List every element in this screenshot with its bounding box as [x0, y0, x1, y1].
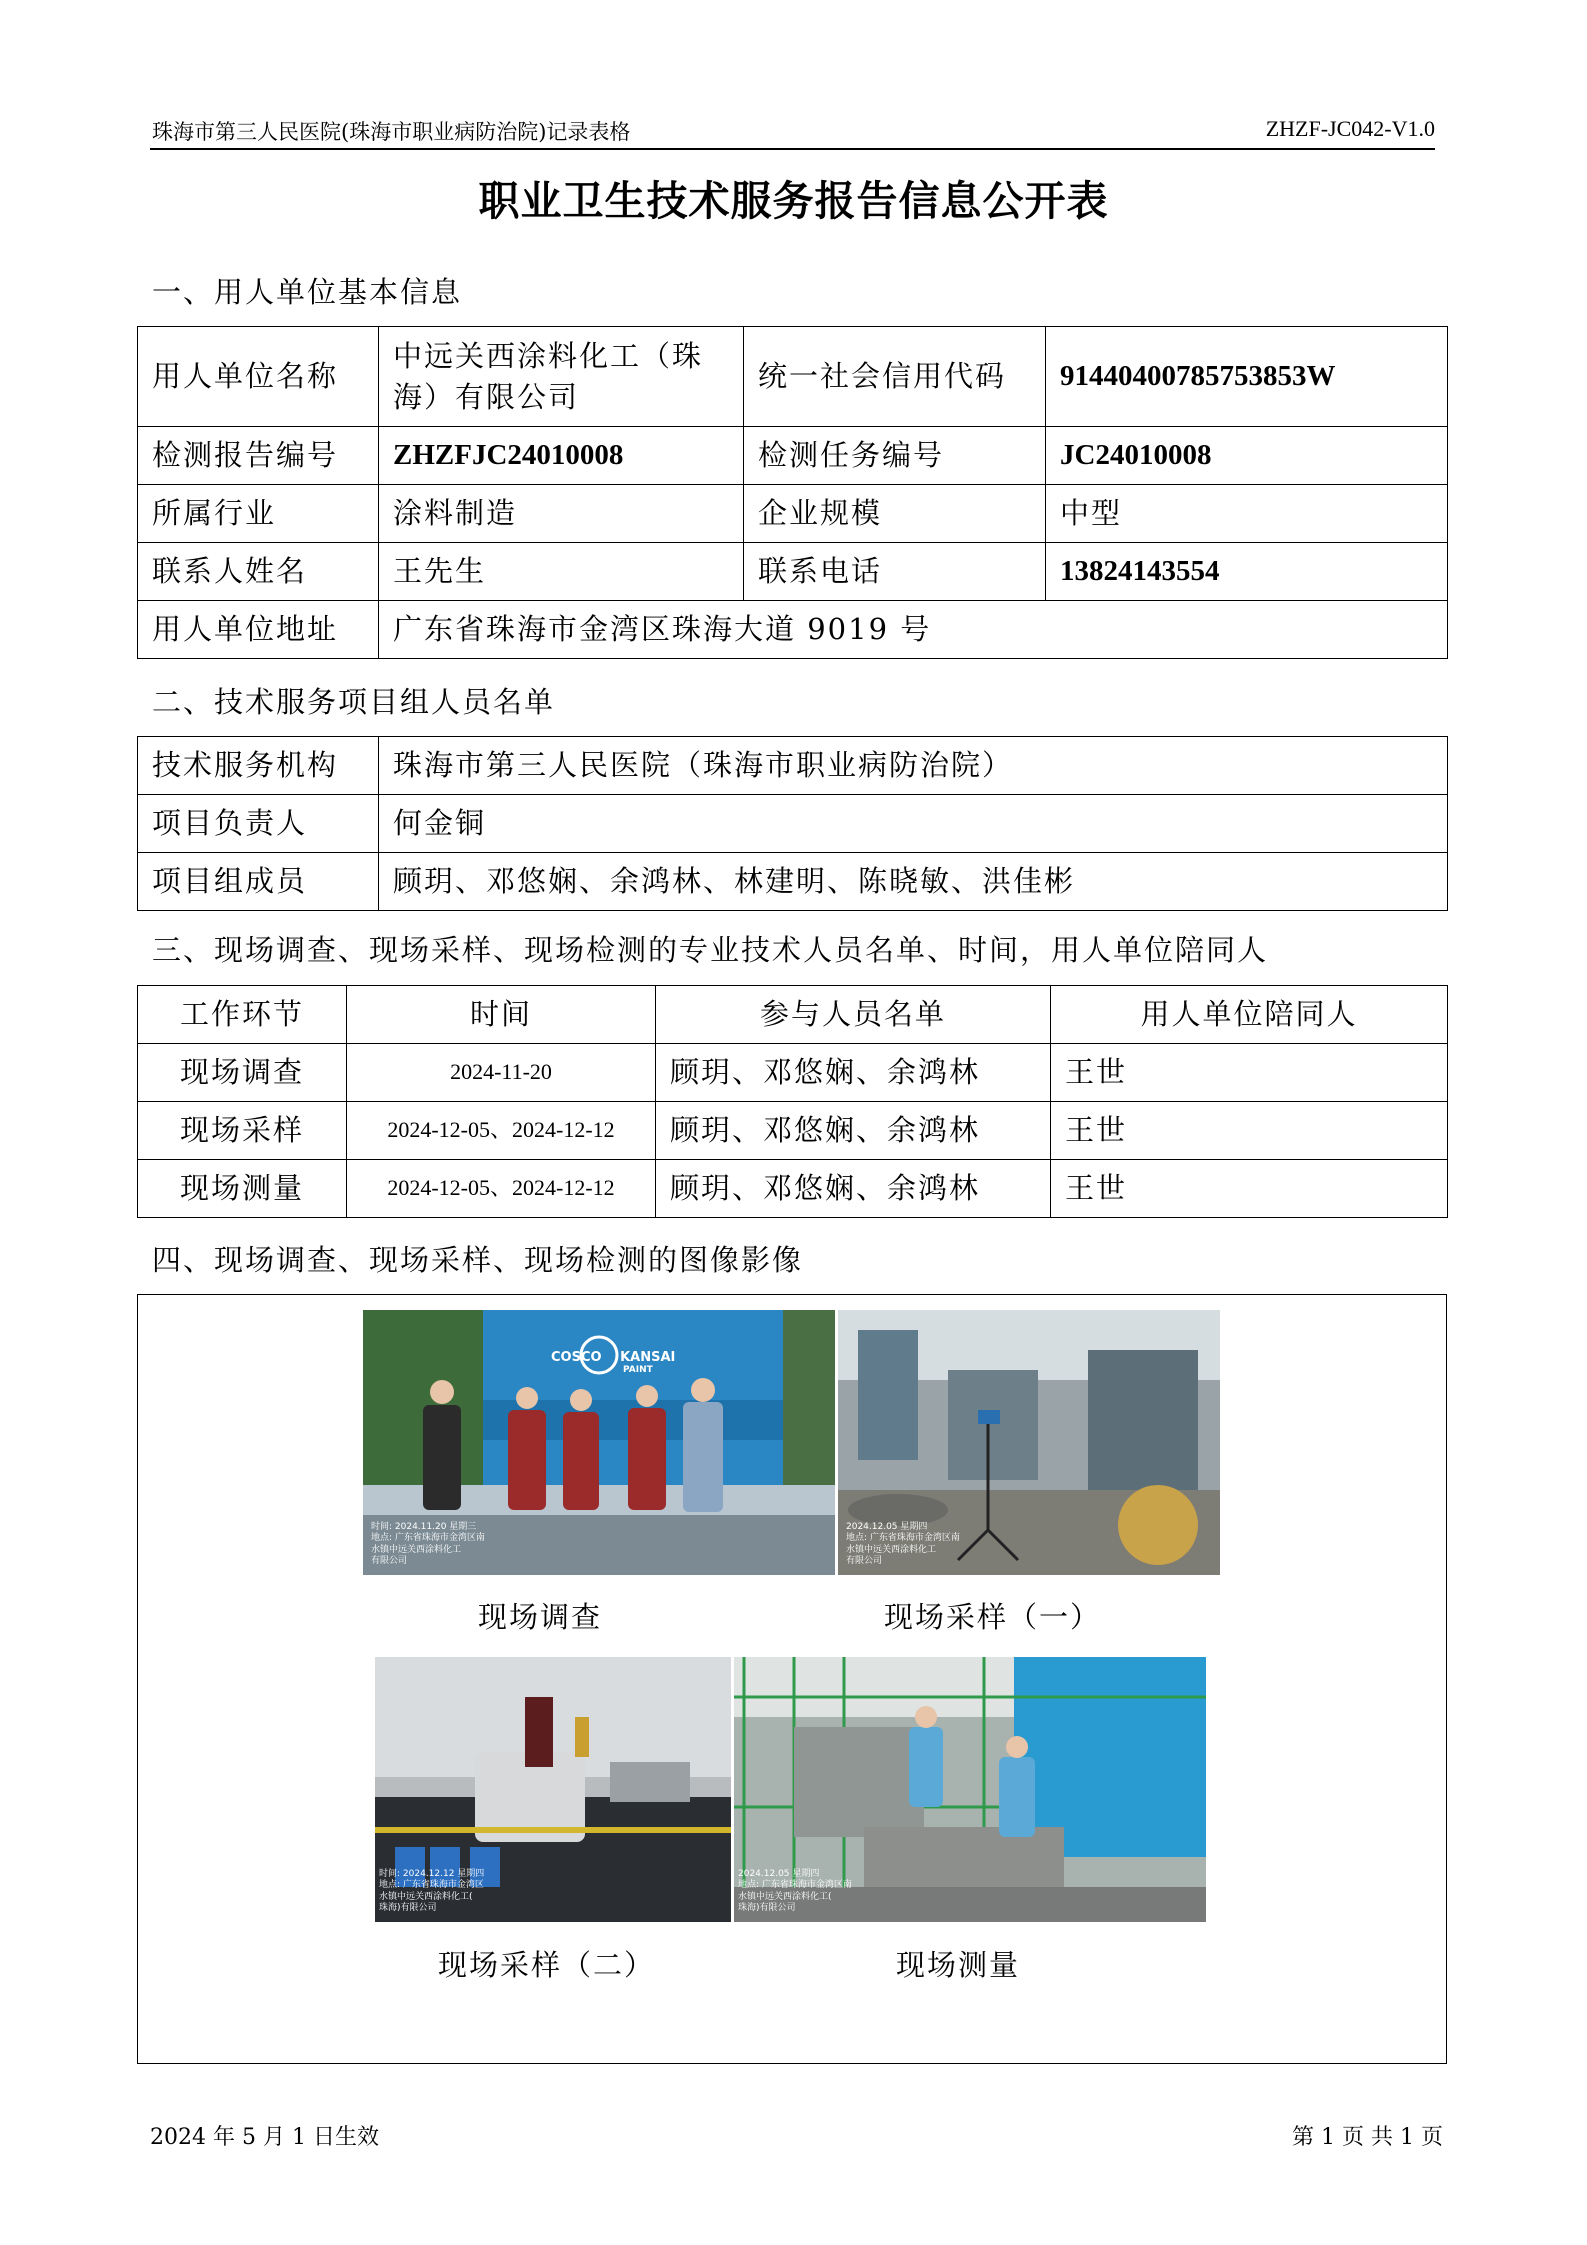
value-members: 顾玥、邓悠娴、余鸿林、林建明、陈晓敏、洪佳彬 — [379, 853, 1448, 911]
photo-stamp: 时间: 2024.11.20 星期三 地点: 广东省珠海市金湾区南 水镇中远关西涂料化工 有限公司 — [371, 1522, 485, 1566]
value-phone: 13824143554 — [1046, 543, 1448, 601]
label-scale: 企业规模 — [744, 485, 1046, 543]
label-task-no: 检测任务编号 — [744, 427, 1046, 485]
photo-sampling-1 — [838, 1310, 1220, 1575]
label-credit-code: 统一社会信用代码 — [744, 327, 1046, 427]
section4-heading: 四、现场调查、现场采样、现场检测的图像影像 — [152, 1243, 804, 1277]
table-header-row — [138, 986, 1448, 1044]
section1-heading: 一、用人单位基本信息 — [152, 275, 463, 309]
table-row — [138, 427, 1448, 485]
value-scale: 中型 — [1046, 485, 1448, 543]
photo-stamp: 2024.12.05 星期四 地点: 广东省珠海市金湾区南 水镇中远关西涂料化工 有限公司 — [846, 1522, 960, 1566]
label-report-no: 检测报告编号 — [138, 427, 379, 485]
table-row — [138, 737, 1448, 795]
fieldwork-table — [137, 985, 1448, 1218]
value-report-no: ZHZFJC24010008 — [379, 427, 744, 485]
label-address: 用人单位地址 — [138, 601, 379, 659]
table-row — [138, 327, 1448, 427]
col-header-stage: 工作环节 — [138, 986, 347, 1044]
value-contact-name: 王先生 — [379, 543, 744, 601]
photo-stamp: 2024.12.05 星期四 地点: 广东省珠海市金湾区南 水镇中远关西涂料化工( 珠海)有限公司 — [738, 1869, 852, 1913]
col-header-staff: 参与人员名单 — [656, 986, 1051, 1044]
logo-text-kansai: KANSAI — [620, 1350, 676, 1365]
value-project-lead: 何金铜 — [379, 795, 1448, 853]
cell-escort: 王世 — [1051, 1102, 1448, 1160]
cell-escort: 王世 — [1051, 1044, 1448, 1102]
caption-sampling-2: 现场采样（二） — [438, 1948, 656, 1982]
page-header — [150, 110, 1435, 150]
col-header-escort: 用人单位陪同人 — [1051, 986, 1448, 1044]
footer-effective-date: 2024 年 5 月 1 日生效 — [150, 2125, 379, 2150]
table-row — [138, 485, 1448, 543]
table-row — [138, 543, 1448, 601]
value-address: 广东省珠海市金湾区珠海大道 9019 号 — [379, 601, 1448, 659]
photo-site-survey — [363, 1310, 835, 1575]
table-row — [138, 795, 1448, 853]
section3-heading: 三、现场调查、现场采样、现场检测的专业技术人员名单、时间，用人单位陪同人 — [152, 933, 1269, 967]
caption-site-survey: 现场调查 — [478, 1600, 603, 1634]
photo-stamp: 时间: 2024.12.12 星期四 地点: 广东省珠海市金湾区 水镇中远关西涂料化工( 珠海)有限公司 — [379, 1869, 485, 1913]
label-contact-name: 联系人姓名 — [138, 543, 379, 601]
cell-time: 2024-11-20 — [347, 1044, 656, 1102]
label-agency: 技术服务机构 — [138, 737, 379, 795]
cell-time: 2024-12-05、2024-12-12 — [347, 1102, 656, 1160]
table-row — [138, 1044, 1448, 1102]
cell-stage: 现场采样 — [138, 1102, 347, 1160]
photo-panel — [137, 1294, 1447, 2064]
table-row — [138, 853, 1448, 911]
employer-info-table — [137, 326, 1448, 659]
page-title: 职业卫生技术服务报告信息公开表 — [478, 177, 1109, 225]
photo-measurement — [734, 1657, 1206, 1922]
cell-time: 2024-12-05、2024-12-12 — [347, 1160, 656, 1218]
caption-measurement: 现场测量 — [896, 1948, 1021, 1982]
table-row — [138, 1102, 1448, 1160]
table-row — [138, 601, 1448, 659]
value-agency: 珠海市第三人民医院（珠海市职业病防治院） — [379, 737, 1448, 795]
value-task-no: JC24010008 — [1046, 427, 1448, 485]
label-phone: 联系电话 — [744, 543, 1046, 601]
value-credit-code: 91440400785753853W — [1046, 327, 1448, 427]
table-row — [138, 1160, 1448, 1218]
label-employer-name: 用人单位名称 — [138, 327, 379, 427]
cell-escort: 王世 — [1051, 1160, 1448, 1218]
header-doc-code: ZHZF-JC042-V1.0 — [1265, 116, 1435, 141]
logo-text-paint: PAINT — [623, 1365, 653, 1375]
value-employer-name: 中远关西涂料化工（珠海）有限公司 — [379, 327, 744, 427]
value-industry: 涂料制造 — [379, 485, 744, 543]
section2-heading: 二、技术服务项目组人员名单 — [152, 685, 556, 719]
col-header-time: 时间 — [347, 986, 656, 1044]
cell-stage: 现场调查 — [138, 1044, 347, 1102]
team-table — [137, 736, 1448, 911]
cell-staff: 顾玥、邓悠娴、余鸿林 — [656, 1160, 1051, 1218]
header-org-form: 珠海市第三人民医院(珠海市职业病防治院)记录表格 — [152, 120, 631, 144]
cell-staff: 顾玥、邓悠娴、余鸿林 — [656, 1044, 1051, 1102]
label-project-lead: 项目负责人 — [138, 795, 379, 853]
cell-staff: 顾玥、邓悠娴、余鸿林 — [656, 1102, 1051, 1160]
logo-text-cosco: COSCO — [551, 1350, 602, 1365]
cell-stage: 现场测量 — [138, 1160, 347, 1218]
label-industry: 所属行业 — [138, 485, 379, 543]
caption-sampling-1: 现场采样（一） — [884, 1600, 1102, 1634]
footer-page-number: 第 1 页 共 1 页 — [1292, 2125, 1443, 2150]
photo-sampling-2 — [375, 1657, 731, 1922]
label-members: 项目组成员 — [138, 853, 379, 911]
